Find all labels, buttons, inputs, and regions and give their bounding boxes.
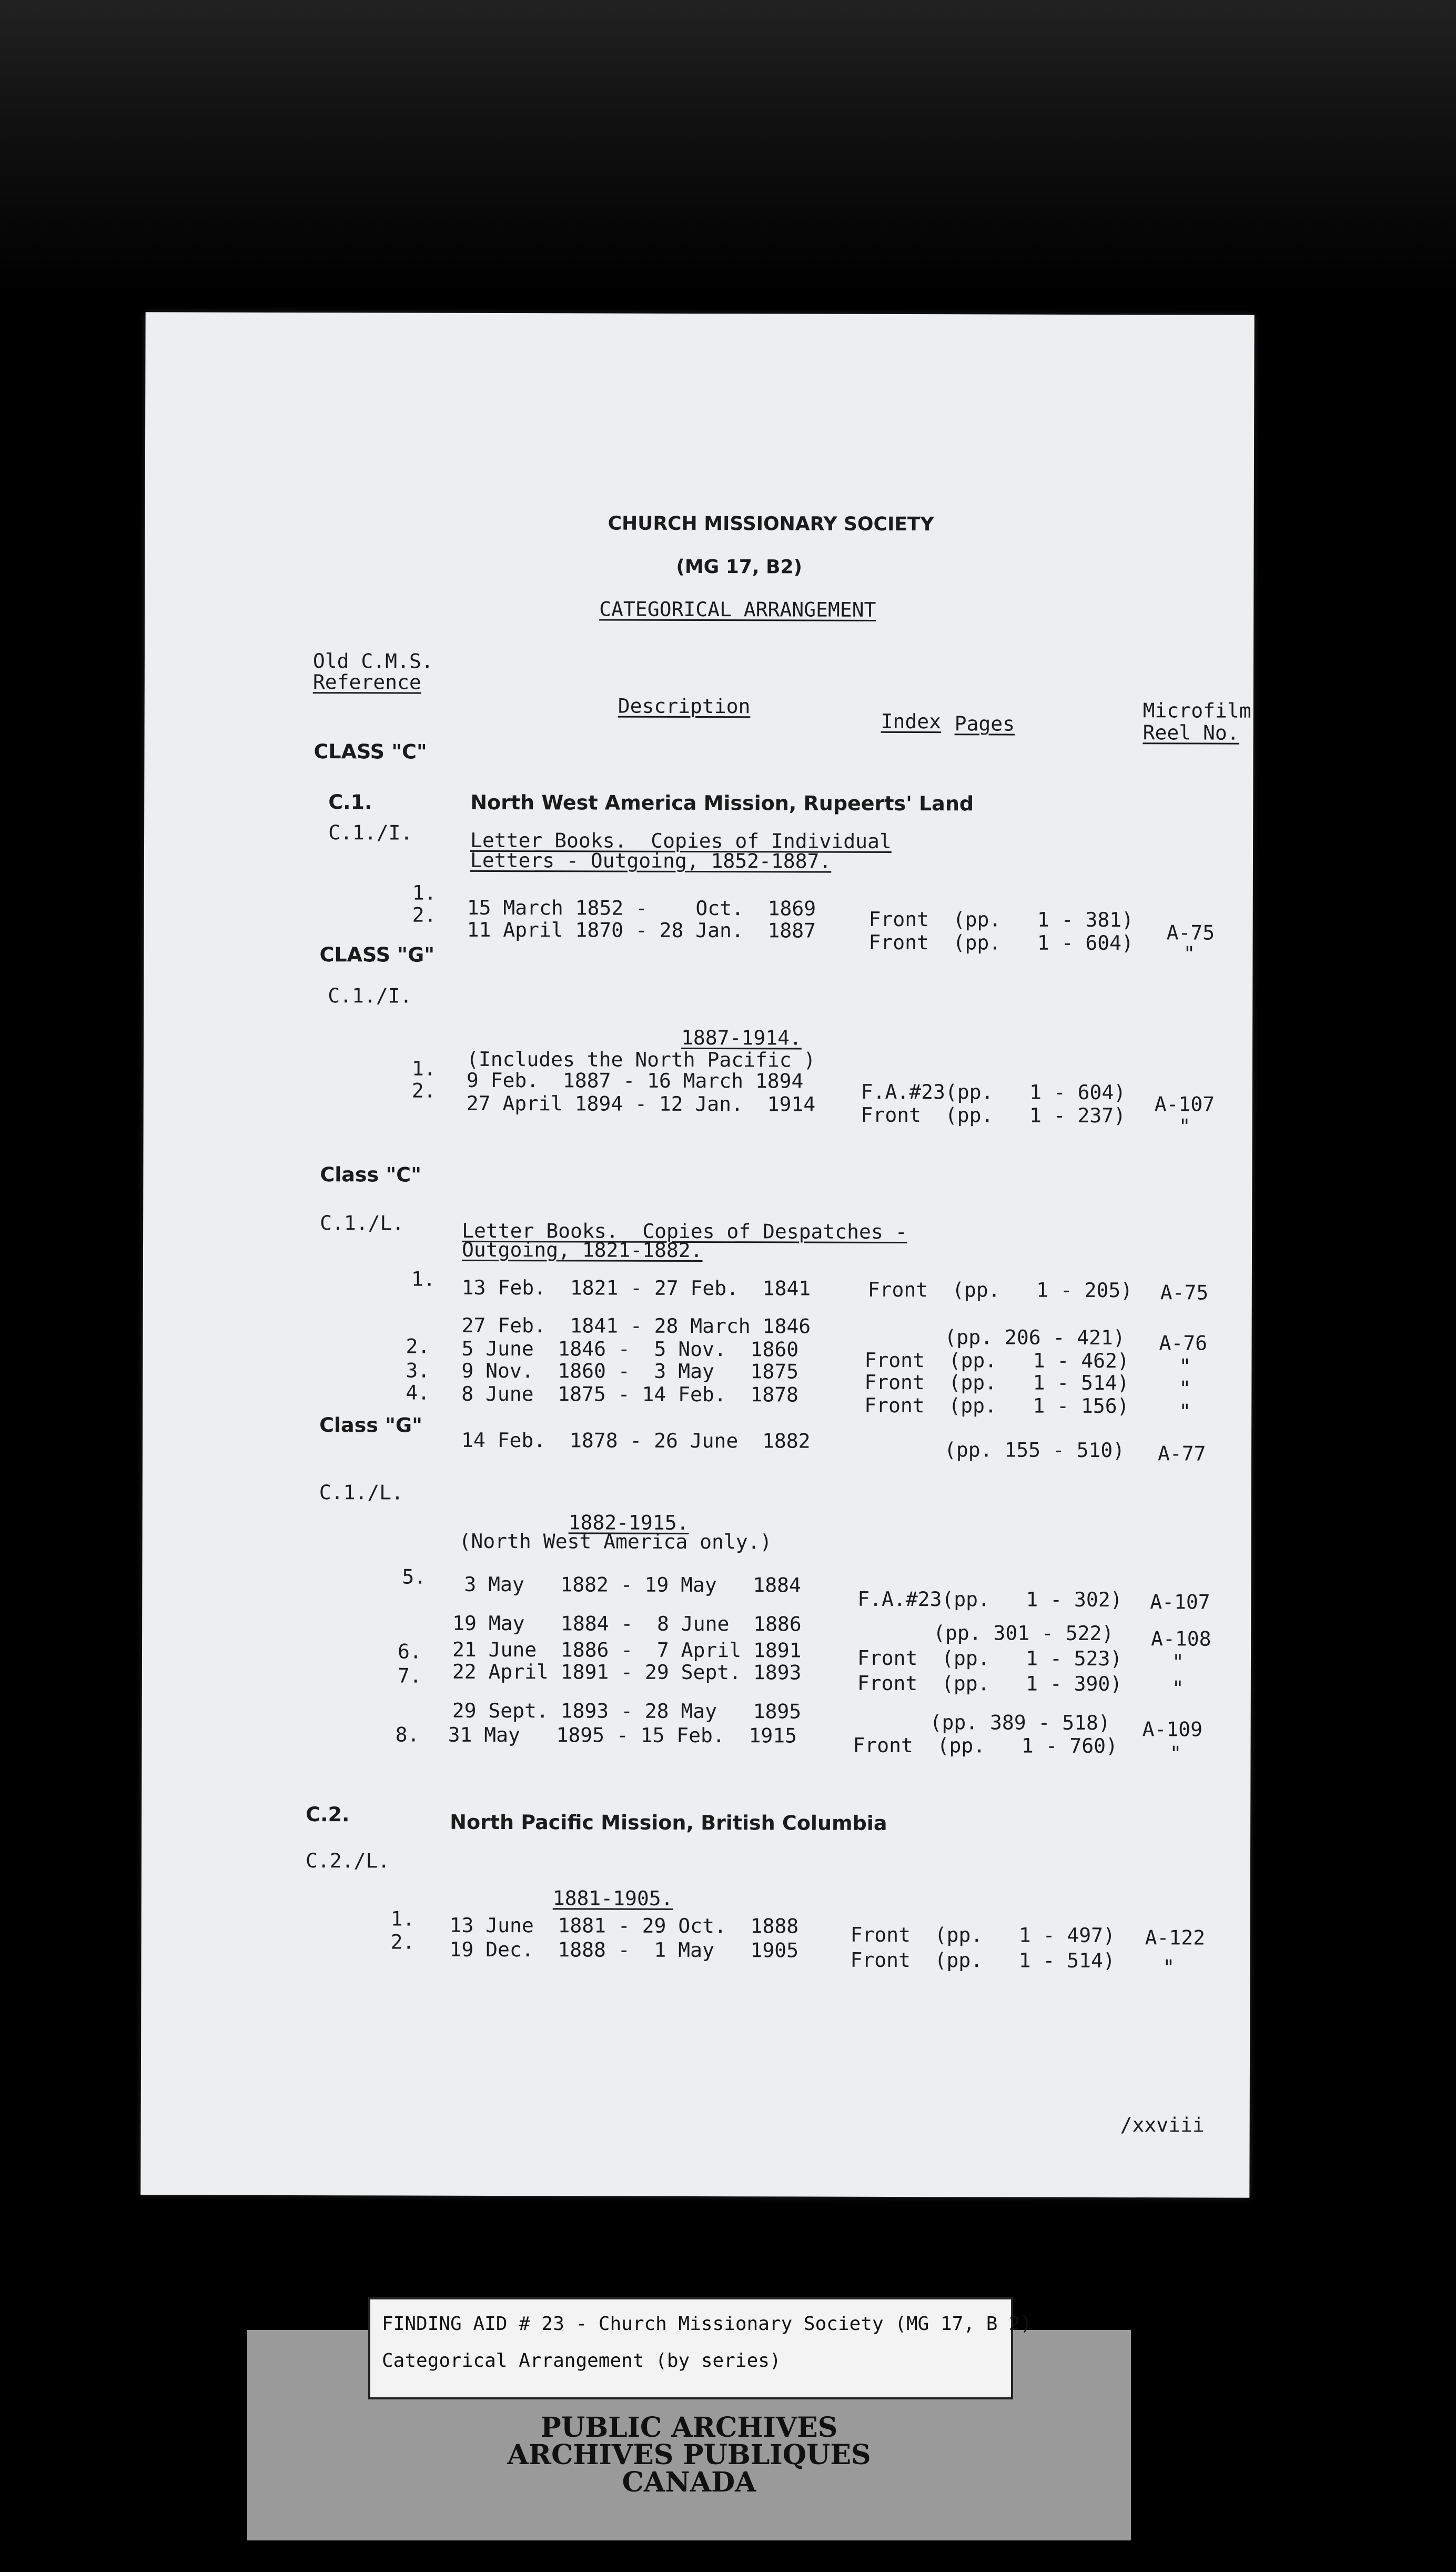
col-old-ref-line1: Old C.M.S. [312,649,433,673]
text-line: 1882-1915. [568,1511,689,1534]
text-line: Front (pp. 1 - 237) [861,1103,1126,1128]
text-line: 2. [390,1930,415,1954]
text-line: 19 Dec. 1888 - 1 May 1905 [449,1937,799,1962]
text-line: 11 April 1870 - 28 Jan. 1887 [467,918,816,942]
text-line: 1. [411,1057,436,1080]
text-line: Class "G" [319,1413,423,1437]
top-shadow [0,0,1456,295]
text-line: 3 May 1882 - 19 May 1884 [464,1572,802,1597]
text-line: Front (pp. 1 - 390) [857,1671,1123,1696]
archives-name-fr: ARCHIVES PUBLIQUES [507,2439,871,2471]
text-line: Class "C" [320,1163,421,1187]
text-line: Front (pp. 1 - 156) [864,1393,1129,1418]
text-line: 22 April 1891 - 29 Sept. 1893 [452,1660,802,1684]
text-line: 4. [406,1381,430,1404]
text-line: F.A.#23(pp. 1 - 302) [857,1587,1123,1612]
text-line: C.1. [328,790,372,814]
text-line: 29 Sept. 1893 - 28 May 1895 [452,1699,802,1723]
text-line: C.1./L. [319,1481,404,1504]
text-line: 7. [397,1664,422,1687]
text-line: A-75 [1160,1281,1209,1304]
text-line: 15 March 1852 - Oct. 1869 [467,896,816,920]
text-line: 8. [395,1723,420,1746]
text-line: C.2. [306,1803,350,1826]
text-line: 8 June 1875 - 14 Feb. 1878 [461,1382,798,1406]
text-line: 21 June 1886 - 7 April 1891 [452,1637,802,1662]
text-line: Front (pp. 1 - 497) [850,1923,1116,1947]
text-line: 14 Feb. 1878 - 26 June 1882 [461,1428,811,1453]
text-line: 27 April 1894 - 12 Jan. 1914 [466,1091,816,1116]
text-line: F.A.#23(pp. 1 - 604) [861,1080,1126,1104]
text-line: " [1183,942,1196,966]
text-line: 3. [406,1359,430,1382]
text-line: Front (pp. 1 - 514) [850,1948,1115,1973]
text-line: 2. [411,1079,436,1102]
text-line: Front (pp. 1 - 760) [853,1733,1118,1758]
text-line: North West America Mission, Rupeerts' Land [470,790,974,816]
text-line: (pp. 301 - 522) [933,1621,1114,1645]
text-line: 1881-1905. [552,1886,673,1910]
finding-aid-label [368,2297,1032,2399]
text-line: 5 June 1846 - 5 Nov. 1860 [461,1337,799,1361]
text-line: 13 June 1881 - 29 Oct. 1888 [449,1913,799,1938]
text-line: " [1179,1354,1191,1378]
text-line: 2. [406,1334,430,1358]
col-index: Index [881,709,942,734]
text-line: Front (pp. 1 - 205) [867,1278,1133,1302]
text-line: A-109 [1142,1717,1203,1741]
text-line: (pp. 206 - 421) [944,1325,1125,1350]
text-line: 19 May 1884 - 8 June 1886 [452,1611,802,1636]
text-line: A-77 [1157,1442,1206,1465]
text-line: (pp. 155 - 510) [944,1438,1125,1462]
text-line: (North West America only.) [459,1529,772,1554]
text-line: C.1./L. [320,1211,405,1235]
text-line: A-107 [1150,1590,1210,1614]
text-line: A-75 [1166,921,1215,945]
text-line: " [1179,1400,1191,1423]
document-subtitle: CATEGORICAL ARRANGEMENT [599,597,876,621]
text-line: 5. [402,1565,427,1589]
text-line: C.1./I. [328,821,413,845]
document-page [140,312,1254,2198]
text-line: Front (pp. 1 - 523) [857,1646,1123,1671]
text-line: A-76 [1159,1331,1208,1355]
document-reference: (MG 17, B2) [676,556,803,578]
text-line: (Includes the North Pacific ) [466,1047,816,1072]
text-line: 1. [412,881,437,905]
col-description: Description [618,694,751,718]
text-line: (pp. 389 - 518) [929,1711,1110,1735]
col-pages: Pages [954,712,1015,736]
text-line: " [1171,1650,1184,1674]
text-line: 13 Feb. 1821 - 27 Feb. 1841 [461,1275,811,1300]
text-line: CLASS "C" [314,740,427,763]
text-line: 9 Feb. 1887 - 16 March 1894 [466,1068,804,1093]
text-line: Letter Books. Copies of Despatches - [462,1219,907,1244]
text-line: 27 Feb. 1841 - 28 March 1846 [461,1313,811,1338]
text-line: 1. [411,1267,436,1291]
text-line: A-122 [1145,1926,1206,1950]
text-line: " [1171,1676,1184,1700]
col-microfilm-line2: Reel No. [1142,721,1239,745]
text-line: 9 Nov. 1860 - 3 May 1875 [461,1359,799,1383]
text-line: Letters - Outgoing, 1852-1887. [470,848,832,873]
text-line: 1887-1914. [681,1026,802,1050]
text-line: Letter Books. Copies of Individual [470,828,892,853]
finding-aid-line2: Categorical Arrangement (by series) [382,2350,781,2372]
text-line: A-107 [1154,1092,1215,1116]
text-line: C.2./L. [305,1849,390,1873]
text-line: C.1./I. [328,984,412,1008]
text-line: " [1179,1377,1191,1400]
document-title: CHURCH MISSIONARY SOCIETY [608,513,934,536]
text-line: Front (pp. 1 - 462) [864,1348,1129,1373]
text-line: Front (pp. 1 - 514) [864,1370,1129,1395]
col-old-ref-line2: Reference [312,670,421,694]
text-line: /xxviii [1120,2113,1205,2137]
finding-aid-line1: FINDING AID # 23 - Church Missionary Society (MG 17, B 2) [382,2313,1032,2335]
text-line: Outgoing, 1821-1882. [461,1238,703,1262]
text-line: Front (pp. 1 - 381) [868,907,1134,932]
text-line: 1. [390,1907,415,1931]
text-line: 6. [397,1640,422,1663]
text-line: Front (pp. 1 - 604) [868,930,1134,955]
archives-name-en: PUBLIC ARCHIVES [540,2412,838,2444]
text-line: " [1169,1742,1182,1765]
col-microfilm-line1: Microfilm [1142,699,1251,722]
text-line: North Pacific Mission, British Columbia [450,1810,887,1835]
text-line: 2. [412,903,437,927]
text-line: 31 May 1895 - 15 Feb. 1915 [448,1723,797,1747]
text-line: CLASS "G" [319,943,435,967]
archives-country: CANADA [622,2466,756,2498]
text-line: " [1162,1955,1175,1979]
text-line: " [1178,1114,1191,1138]
text-line: A-108 [1151,1627,1211,1651]
